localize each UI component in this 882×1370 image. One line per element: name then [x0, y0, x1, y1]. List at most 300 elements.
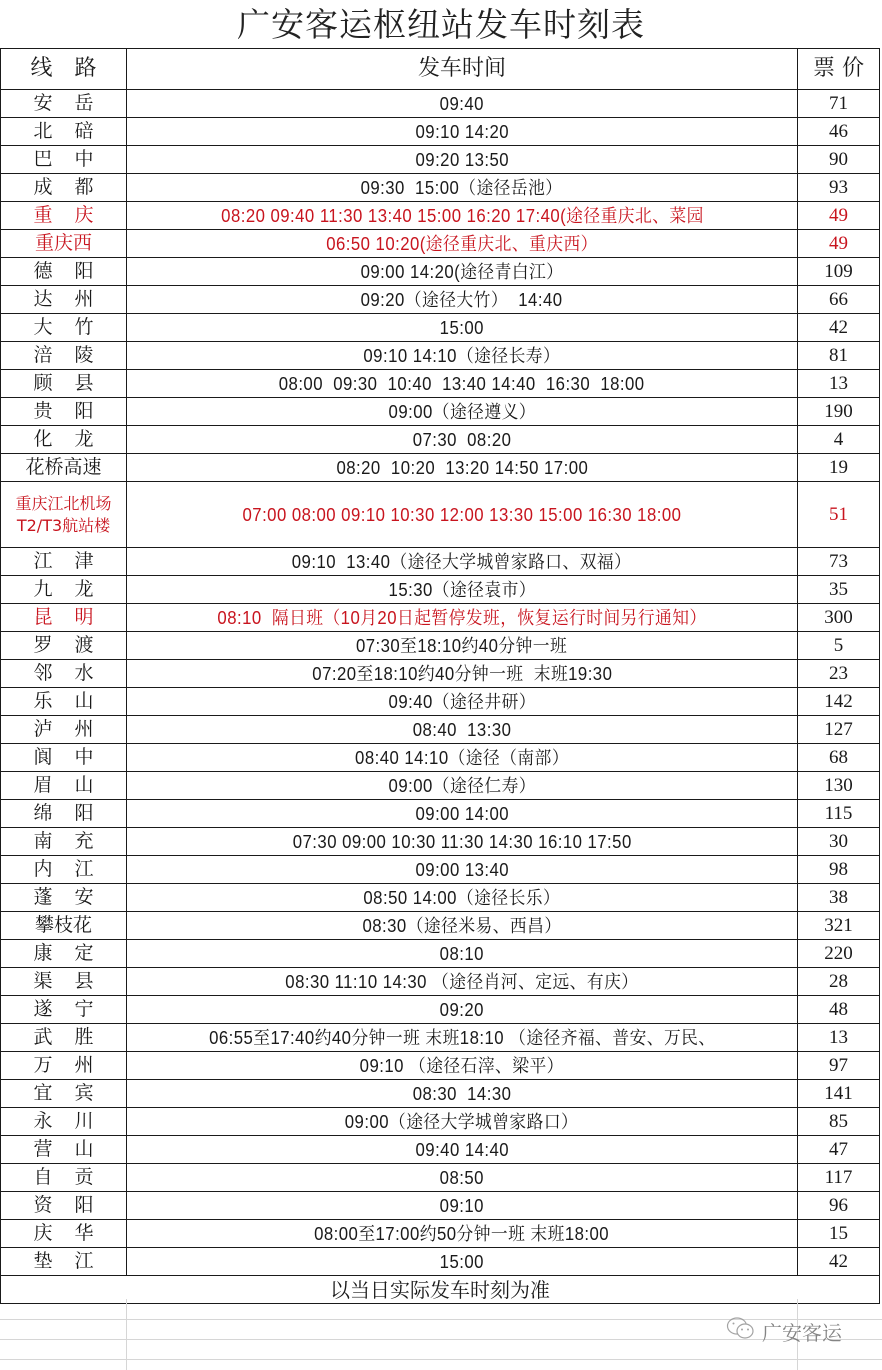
departure-times-cell — [127, 454, 798, 482]
route-name: 重庆 — [33, 204, 116, 226]
table-row — [1, 398, 880, 426]
table-row — [1, 1024, 880, 1052]
departure-times: 09:10 14:20 — [415, 121, 509, 142]
departure-times-cell — [127, 1024, 798, 1052]
route-cell — [1, 688, 127, 716]
departure-times: 06:55至17:40约40分钟一班 末班18:10 （途径齐福、普安、万民、 — [208, 1027, 716, 1048]
departure-times-cell — [127, 772, 798, 800]
route-cell — [1, 482, 127, 548]
table-row — [1, 1192, 880, 1220]
departure-times: 09:20 13:50 — [415, 149, 509, 170]
route-cell — [1, 1052, 127, 1080]
departure-times-cell — [127, 632, 798, 660]
departure-times-cell — [127, 968, 798, 996]
departure-times: 07:20至18:10约40分钟一班 末班19:30 — [311, 663, 613, 684]
departure-times: 09:00 14:00 — [415, 803, 509, 824]
price-cell — [798, 1108, 880, 1136]
price-cell — [798, 828, 880, 856]
ticket-price: 97 — [829, 1055, 848, 1076]
route-name: 内江 — [33, 858, 116, 880]
ticket-price: 81 — [829, 345, 848, 366]
header-times-label: 发车时间 — [417, 56, 506, 81]
route-cell — [1, 174, 127, 202]
route-name: 罗渡 — [33, 634, 116, 656]
table-row — [1, 1248, 880, 1276]
ticket-price: 141 — [824, 1083, 853, 1104]
route-name: 九龙 — [33, 578, 116, 600]
price-cell — [798, 370, 880, 398]
route-name: 万州 — [33, 1054, 116, 1076]
route-cell — [1, 1080, 127, 1108]
departure-times-cell — [127, 548, 798, 576]
route-cell — [1, 884, 127, 912]
ticket-price: 13 — [829, 1027, 848, 1048]
ticket-price: 42 — [829, 317, 848, 338]
ticket-price: 98 — [829, 859, 848, 880]
price-cell — [798, 912, 880, 940]
route-name: 遂宁 — [33, 998, 116, 1020]
route-cell — [1, 146, 127, 174]
table-row — [1, 660, 880, 688]
departure-times-cell — [127, 996, 798, 1024]
departure-times: 08:10 — [439, 943, 485, 964]
table-row — [1, 1052, 880, 1080]
price-cell — [798, 1192, 880, 1220]
route-cell — [1, 548, 127, 576]
departure-times-cell — [127, 258, 798, 286]
table-row — [1, 884, 880, 912]
route-name: 蓬安 — [33, 886, 116, 908]
price-cell — [798, 398, 880, 426]
price-cell — [798, 688, 880, 716]
departure-times-cell — [127, 118, 798, 146]
table-header-row — [1, 49, 880, 90]
price-cell — [798, 856, 880, 884]
price-cell — [798, 940, 880, 968]
table-row — [1, 632, 880, 660]
route-cell — [1, 342, 127, 370]
header-price — [798, 49, 880, 90]
route-cell — [1, 426, 127, 454]
table-row — [1, 604, 880, 632]
table-row — [1, 1108, 880, 1136]
price-cell — [798, 772, 880, 800]
ticket-price: 127 — [824, 719, 853, 740]
table-row — [1, 426, 880, 454]
route-name: 江津 — [33, 550, 116, 572]
departure-times: 08:30 14:30 — [412, 1083, 512, 1104]
table-row — [1, 482, 880, 548]
departure-times: 09:10 （途径石滓、梁平） — [359, 1055, 565, 1076]
table-row — [1, 1164, 880, 1192]
departure-times-cell — [127, 1248, 798, 1276]
departure-times-cell — [127, 174, 798, 202]
departure-times-cell — [127, 90, 798, 118]
route-cell — [1, 1248, 127, 1276]
route-cell — [1, 940, 127, 968]
route-cell — [1, 454, 127, 482]
route-cell — [1, 1136, 127, 1164]
ticket-price: 47 — [829, 1139, 848, 1160]
departure-times-cell — [127, 1136, 798, 1164]
departure-times: 08:40 13:30 — [412, 719, 512, 740]
route-cell — [1, 828, 127, 856]
ticket-price: 51 — [829, 504, 848, 525]
departure-times-cell — [127, 716, 798, 744]
table-row — [1, 454, 880, 482]
route-name-line2: T2/T3航站楼 — [16, 515, 111, 535]
wechat-icon — [726, 1316, 756, 1346]
gridline — [0, 1359, 882, 1360]
departure-times-cell — [127, 744, 798, 772]
table-row — [1, 314, 880, 342]
departure-times-cell — [127, 314, 798, 342]
table-row — [1, 230, 880, 258]
departure-times: 09:00（途径大学城曾家路口） — [345, 1111, 579, 1132]
table-row — [1, 202, 880, 230]
route-name: 永川 — [33, 1110, 116, 1132]
departure-times-cell — [127, 884, 798, 912]
departure-times-cell — [127, 660, 798, 688]
route-cell — [1, 1108, 127, 1136]
watermark — [726, 1316, 842, 1346]
route-name: 安岳 — [33, 92, 116, 114]
departure-times: 09:20 — [439, 999, 485, 1020]
watermark-text: 广安客运 — [762, 1320, 842, 1345]
departure-times-cell — [127, 426, 798, 454]
route-name: 眉山 — [33, 774, 116, 796]
departure-times: 09:30 15:00（途径岳池） — [361, 177, 563, 198]
ticket-price: 96 — [829, 1195, 848, 1216]
departure-times-cell — [127, 1108, 798, 1136]
route-name: 北碚 — [33, 120, 116, 142]
table-row — [1, 342, 880, 370]
footer-note-text: 以当日实际发车时刻为准 — [330, 1277, 550, 1302]
departure-times-cell — [127, 202, 798, 230]
table-row — [1, 688, 880, 716]
departure-times-cell — [127, 230, 798, 258]
departure-times-cell — [127, 1220, 798, 1248]
route-cell — [1, 230, 127, 258]
route-cell — [1, 90, 127, 118]
route-name: 攀枝花 — [34, 914, 92, 936]
route-name: 武胜 — [33, 1026, 116, 1048]
price-cell — [798, 426, 880, 454]
departure-times-cell — [127, 1192, 798, 1220]
table-row — [1, 370, 880, 398]
departure-times: 09:00（途径遵义） — [388, 401, 536, 422]
departure-times: 15:00 — [439, 317, 485, 338]
departure-times: 09:00 13:40 — [415, 859, 509, 880]
price-cell — [798, 604, 880, 632]
price-cell — [798, 258, 880, 286]
departure-times: 08:30（途径米易、西昌） — [362, 915, 562, 936]
page-title: 广安客运枢纽站发车时刻表 — [237, 5, 645, 44]
price-cell — [798, 454, 880, 482]
price-cell — [798, 968, 880, 996]
route-name: 昆明 — [33, 606, 116, 628]
ticket-price: 49 — [829, 233, 848, 254]
price-cell — [798, 576, 880, 604]
departure-times: 07:30 08:20 — [412, 429, 512, 450]
price-cell — [798, 230, 880, 258]
departure-times: 08:20 10:20 13:20 14:50 17:00 — [336, 457, 588, 478]
departure-times: 09:10 13:40（途径大学城曾家路口、双福） — [292, 551, 632, 572]
route-cell — [1, 968, 127, 996]
price-cell — [798, 996, 880, 1024]
route-cell — [1, 912, 127, 940]
departure-times-cell — [127, 940, 798, 968]
ticket-price: 15 — [829, 1223, 848, 1244]
departure-times: 08:50 14:00（途径长乐） — [363, 887, 561, 908]
route-cell — [1, 632, 127, 660]
departure-times: 09:20（途径大竹） 14:40 — [361, 289, 563, 310]
route-name: 渠县 — [33, 970, 116, 992]
route-name: 大竹 — [33, 316, 116, 338]
route-cell — [1, 716, 127, 744]
ticket-price: 93 — [829, 177, 848, 198]
departure-times-cell — [127, 342, 798, 370]
route-name: 庆华 — [33, 1222, 116, 1244]
departure-times-cell — [127, 604, 798, 632]
route-cell — [1, 996, 127, 1024]
route-cell — [1, 1220, 127, 1248]
route-cell — [1, 118, 127, 146]
route-cell — [1, 1164, 127, 1192]
price-cell — [798, 90, 880, 118]
departure-times: 09:00 14:20(途径青白江） — [360, 261, 564, 282]
table-row — [1, 286, 880, 314]
table-row — [1, 912, 880, 940]
ticket-price: 23 — [829, 663, 848, 684]
table-row — [1, 940, 880, 968]
ticket-price: 30 — [829, 831, 848, 852]
ticket-price: 13 — [829, 373, 848, 394]
departure-times-cell — [127, 286, 798, 314]
departure-times: 08:40 14:10（途径（南部） — [355, 747, 569, 768]
price-cell — [798, 146, 880, 174]
route-name: 花桥高速 — [25, 456, 102, 478]
ticket-price: 117 — [824, 1167, 853, 1188]
route-name: 阆中 — [33, 746, 116, 768]
route-name: 邻水 — [33, 662, 116, 684]
price-cell — [798, 660, 880, 688]
schedule-table — [0, 48, 880, 1304]
table-row — [1, 716, 880, 744]
table-row — [1, 828, 880, 856]
departure-times: 08:50 — [439, 1167, 485, 1188]
ticket-price: 220 — [824, 943, 853, 964]
ticket-price: 73 — [829, 551, 848, 572]
route-name-line1: 重庆江北机场 — [15, 493, 112, 513]
departure-times-cell — [127, 146, 798, 174]
table-row — [1, 968, 880, 996]
price-cell — [798, 632, 880, 660]
ticket-price: 130 — [824, 775, 853, 796]
ticket-price: 4 — [833, 429, 844, 450]
route-cell — [1, 744, 127, 772]
route-name: 达州 — [33, 288, 116, 310]
departure-times: 08:00 09:30 10:40 13:40 14:40 16:30 18:00 — [279, 373, 645, 394]
departure-times: 09:40 — [439, 93, 485, 114]
route-name: 垫江 — [33, 1250, 116, 1272]
route-cell — [1, 202, 127, 230]
departure-times: 08:20 09:40 11:30 13:40 15:00 16:20 17:40(途径重庆北、菜园 — [220, 205, 704, 226]
price-cell — [798, 286, 880, 314]
route-name: 德阳 — [33, 260, 116, 282]
table-row — [1, 996, 880, 1024]
price-cell — [798, 548, 880, 576]
departure-times: 06:50 10:20(途径重庆北、重庆西） — [326, 233, 598, 254]
ticket-price: 42 — [829, 1251, 848, 1272]
ticket-price: 5 — [833, 635, 844, 656]
departure-times: 09:40 14:40 — [415, 1139, 509, 1160]
table-row — [1, 1136, 880, 1164]
route-cell — [1, 604, 127, 632]
gridline — [126, 1299, 127, 1370]
ticket-price: 190 — [824, 401, 853, 422]
departure-times: 07:30至18:10约40分钟一班 — [356, 635, 568, 656]
table-row — [1, 576, 880, 604]
route-cell — [1, 1192, 127, 1220]
ticket-price: 35 — [829, 579, 848, 600]
route-cell — [1, 286, 127, 314]
price-cell — [798, 800, 880, 828]
route-name: 自贡 — [33, 1166, 116, 1188]
route-name: 绵阳 — [33, 802, 116, 824]
route-name: 康定 — [33, 942, 116, 964]
departure-times-cell — [127, 800, 798, 828]
route-cell — [1, 576, 127, 604]
route-cell — [1, 800, 127, 828]
departure-times-cell — [127, 688, 798, 716]
table-row — [1, 174, 880, 202]
table-row — [1, 146, 880, 174]
departure-times-cell — [127, 1080, 798, 1108]
table-row — [1, 856, 880, 884]
departure-times: 15:30（途径袁市） — [388, 579, 536, 600]
ticket-price: 71 — [829, 93, 848, 114]
departure-times-cell — [127, 856, 798, 884]
route-cell — [1, 258, 127, 286]
route-name: 宜宾 — [33, 1082, 116, 1104]
ticket-price: 115 — [824, 803, 853, 824]
price-cell — [798, 716, 880, 744]
route-name: 泸州 — [33, 718, 116, 740]
route-name: 化龙 — [33, 428, 116, 450]
departure-times-cell — [127, 370, 798, 398]
ticket-price: 49 — [829, 205, 848, 226]
table-row — [1, 548, 880, 576]
price-cell — [798, 1024, 880, 1052]
ticket-price: 85 — [829, 1111, 848, 1132]
table-row — [1, 1080, 880, 1108]
price-cell — [798, 1080, 880, 1108]
departure-times: 08:10 隔日班（10月20日起暂停发班，恢复运行时间另行通知） — [217, 607, 707, 628]
route-name: 顾县 — [33, 372, 116, 394]
price-cell — [798, 118, 880, 146]
route-name: 贵阳 — [33, 400, 116, 422]
price-cell — [798, 884, 880, 912]
table-row — [1, 1220, 880, 1248]
route-cell — [1, 1024, 127, 1052]
header-price-label: 票 价 — [813, 56, 864, 81]
route-cell — [1, 772, 127, 800]
price-cell — [798, 744, 880, 772]
departure-times: 15:00 — [439, 1251, 485, 1272]
ticket-price: 90 — [829, 149, 848, 170]
price-cell — [798, 342, 880, 370]
route-name: 南充 — [33, 830, 116, 852]
departure-times: 07:00 08:00 09:10 10:30 12:00 13:30 15:00 16:30 18:00 — [242, 504, 682, 525]
price-cell — [798, 174, 880, 202]
route-cell — [1, 370, 127, 398]
ticket-price: 48 — [829, 999, 848, 1020]
ticket-price: 38 — [829, 887, 848, 908]
departure-times: 09:40（途径井研） — [388, 691, 536, 712]
header-route — [1, 49, 127, 90]
route-name: 涪陵 — [33, 344, 116, 366]
departure-times: 09:10 — [439, 1195, 485, 1216]
price-cell — [798, 482, 880, 548]
route-name: 乐山 — [33, 690, 116, 712]
route-name: 巴中 — [33, 148, 116, 170]
table-row — [1, 118, 880, 146]
ticket-price: 109 — [824, 261, 853, 282]
ticket-price: 300 — [824, 607, 853, 628]
price-cell — [798, 1052, 880, 1080]
table-row — [1, 800, 880, 828]
departure-times: 07:30 09:00 10:30 11:30 14:30 16:10 17:50 — [292, 831, 632, 852]
ticket-price: 19 — [829, 457, 848, 478]
departure-times-cell — [127, 912, 798, 940]
route-name: 营山 — [33, 1138, 116, 1160]
route-name: 成都 — [33, 176, 116, 198]
route-cell — [1, 660, 127, 688]
ticket-price: 46 — [829, 121, 848, 142]
price-cell — [798, 1164, 880, 1192]
ticket-price: 66 — [829, 289, 848, 310]
table-row — [1, 258, 880, 286]
departure-times-cell — [127, 1052, 798, 1080]
ticket-price: 68 — [829, 747, 848, 768]
departure-times-cell — [127, 576, 798, 604]
departure-times-cell — [127, 482, 798, 548]
departure-times: 09:10 14:10（途径长寿） — [363, 345, 561, 366]
route-cell — [1, 398, 127, 426]
departure-times: 09:00（途径仁寿） — [388, 775, 536, 796]
table-row — [1, 744, 880, 772]
price-cell — [798, 1248, 880, 1276]
ticket-price: 28 — [829, 971, 848, 992]
route-cell — [1, 314, 127, 342]
route-name: 资阳 — [33, 1194, 116, 1216]
header-route-label: 线 路 — [30, 56, 97, 81]
table-row — [1, 90, 880, 118]
price-cell — [798, 314, 880, 342]
route-name: 重庆西 — [34, 232, 92, 254]
price-cell — [798, 1136, 880, 1164]
departure-times-cell — [127, 398, 798, 426]
departure-times-cell — [127, 828, 798, 856]
departure-times-cell — [127, 1164, 798, 1192]
ticket-price: 142 — [824, 691, 853, 712]
price-cell — [798, 1220, 880, 1248]
header-times — [127, 49, 798, 90]
departure-times: 08:30 11:10 14:30 （途径肖河、定远、有庆） — [285, 971, 639, 992]
departure-times: 08:00至17:00约50分钟一班 末班18:00 — [314, 1223, 610, 1244]
price-cell — [798, 202, 880, 230]
